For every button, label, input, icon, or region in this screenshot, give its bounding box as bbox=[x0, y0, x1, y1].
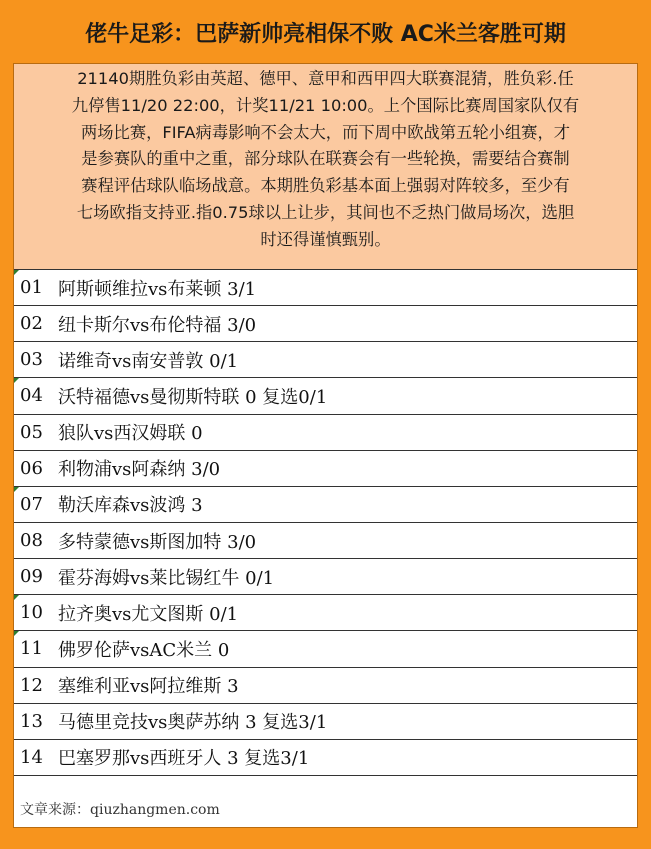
match-row bbox=[14, 523, 637, 559]
match-text: 利物浦vs阿森纳 3/0 bbox=[58, 459, 221, 481]
match-number: 11 bbox=[20, 638, 43, 660]
match-text: 沃特福德vs曼彻斯特联 0 复选0/1 bbox=[58, 386, 328, 408]
intro-line: 时还得谨慎甄别。 bbox=[260, 229, 391, 249]
intro-line: 是参赛队的重中之重，部分球队在联赛会有一些轮换，需要结合赛制 bbox=[81, 149, 570, 169]
match-row bbox=[14, 631, 637, 667]
match-text: 巴塞罗那vs西班牙人 3 复选3/1 bbox=[58, 748, 310, 770]
match-number: 01 bbox=[20, 277, 43, 299]
intro-paragraph bbox=[14, 64, 637, 270]
page-title: 佬牛足彩：巴萨新帅亮相保不败 AC米兰客胜可期 bbox=[85, 21, 566, 47]
match-text: 阿斯顿维拉vs布莱顿 3/1 bbox=[58, 278, 257, 300]
match-number: 14 bbox=[20, 746, 43, 768]
match-number: 06 bbox=[20, 457, 43, 479]
match-number: 09 bbox=[20, 566, 43, 588]
match-row bbox=[14, 595, 637, 631]
match-number: 12 bbox=[20, 674, 43, 696]
match-row bbox=[14, 704, 637, 740]
match-row bbox=[14, 378, 637, 414]
source-credit: 文章来源：qiuzhangmen.com bbox=[20, 802, 220, 818]
intro-line: 21140期胜负彩由英超、德甲、意甲和西甲四大联赛混猜，胜负彩.任 bbox=[77, 69, 574, 88]
match-text: 佛罗伦萨vsAC米兰 0 bbox=[58, 639, 230, 661]
match-row bbox=[14, 270, 637, 306]
intro-line: 七场欧指支持亚.指0.75球以上让步，其间也不乏热门做局场次，选胆 bbox=[76, 202, 575, 222]
match-number: 03 bbox=[20, 349, 43, 371]
match-row bbox=[14, 740, 637, 776]
match-row bbox=[14, 342, 637, 378]
match-text: 霍芬海姆vs莱比锡红牛 0/1 bbox=[58, 567, 275, 589]
match-number: 08 bbox=[20, 530, 43, 552]
match-text: 诺维奇vs南安普敦 0/1 bbox=[58, 350, 239, 372]
match-row bbox=[14, 451, 637, 487]
match-text: 勒沃库森vs波鸿 3 bbox=[58, 495, 203, 517]
match-row bbox=[14, 415, 637, 451]
match-number: 07 bbox=[20, 493, 43, 515]
intro-line: 赛程评估球队临场战意。本期胜负彩基本面上强弱对阵较多，至少有 bbox=[81, 176, 570, 196]
match-text: 拉齐奥vs尤文图斯 0/1 bbox=[58, 603, 239, 625]
match-row bbox=[14, 559, 637, 595]
match-row bbox=[14, 487, 637, 523]
content-panel bbox=[13, 63, 638, 828]
match-text: 狼队vs西汉姆联 0 bbox=[58, 423, 203, 445]
match-row bbox=[14, 668, 637, 704]
match-list bbox=[14, 270, 637, 776]
match-row bbox=[14, 306, 637, 342]
match-text: 多特蒙德vs斯图加特 3/0 bbox=[58, 531, 257, 553]
match-text: 纽卡斯尔vs布伦特福 3/0 bbox=[58, 314, 257, 336]
intro-line: 九停售11/20 22:00，计奖11/21 10:00。上个国际比赛周国家队仅有 bbox=[71, 95, 580, 115]
match-text: 塞维利亚vs阿拉维斯 3 bbox=[58, 676, 239, 698]
match-number: 05 bbox=[20, 421, 43, 443]
match-number: 04 bbox=[20, 385, 43, 407]
match-number: 10 bbox=[20, 602, 43, 624]
match-number: 13 bbox=[20, 710, 43, 732]
intro-line: 两场比赛，FIFA病毒影响不会太大，而下周中欧战第五轮小组赛，才 bbox=[80, 122, 571, 142]
match-text: 马德里竞技vs奥萨苏纳 3 复选3/1 bbox=[58, 712, 328, 734]
match-number: 02 bbox=[20, 313, 43, 335]
